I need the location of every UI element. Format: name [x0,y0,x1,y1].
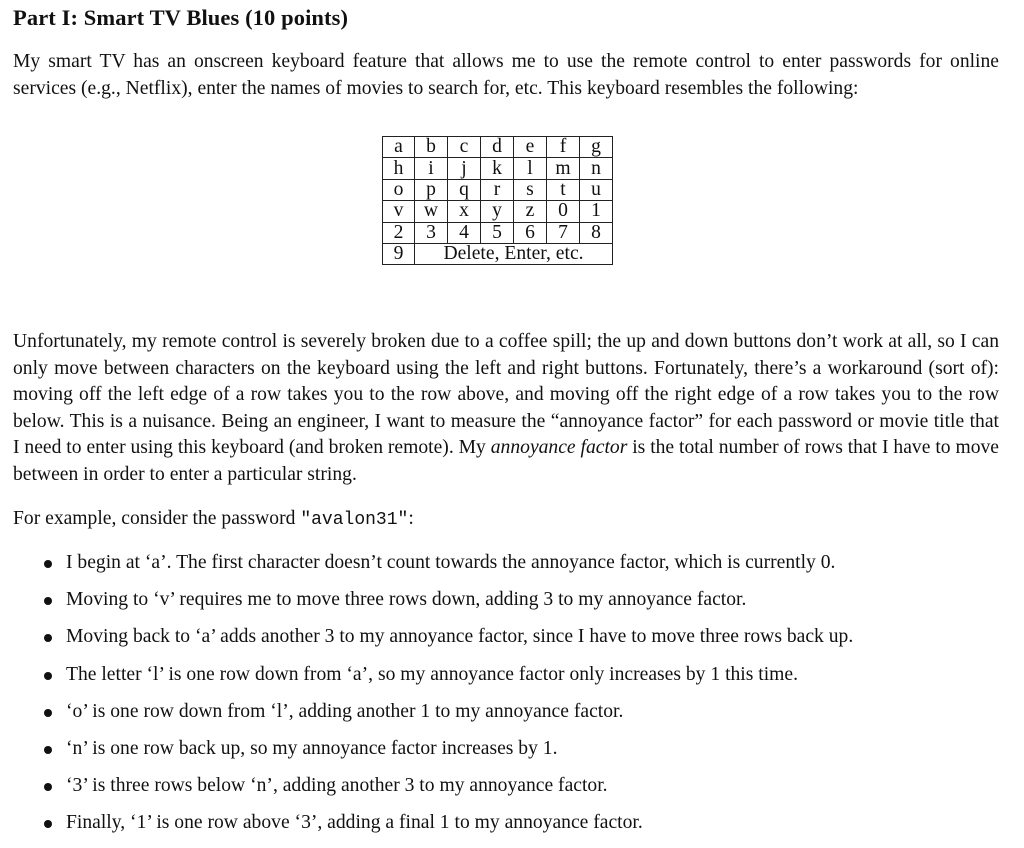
list-item [13,550,853,587]
bullet-icon [44,783,52,791]
key-cell: 6 [514,222,547,243]
list-item-text: ‘n’ is one row back up, so my annoyance factor increases by 1. [66,737,558,759]
example-intro [13,506,999,534]
section-heading: Part I: Smart TV Blues (10 points) [13,5,349,30]
bullet-icon [44,746,52,754]
key-cell: t [547,179,580,200]
para2-text: Unfortunately, my remote control is severely broken due to a coffee spill; the up and down buttons don’t work at all, so I can only move between characters on the keyboard using the left and right buttons. Fortunately, there’s a workaround (sort of): moving off the left edge of a row takes you to the row above, and moving off the right edge of a row takes you to the row below. This is a nuisance. Being an engineer, I want to measure the “annoyance factor” for each password or movie title that I need to enter using this keyboard (and broken remote). My [13,331,999,458]
key-cell: k [481,158,514,179]
key-cell: b [415,137,448,158]
key-cell: h [383,158,415,179]
list-item [13,810,853,847]
key-cell: q [448,179,481,200]
key-cell: j [448,158,481,179]
list-item-text: Finally, ‘1’ is one row above ‘3’, adding a final 1 to my annoyance factor. [66,812,643,834]
list-item-text: I begin at ‘a’. The first character doesn’t count towards the annoyance factor, which is currently 0. [66,552,836,573]
list-item [13,662,853,699]
list-item-text: Moving to ‘v’ requires me to move three rows down, adding 3 to my annoyance factor. [66,589,747,611]
key-cell: m [547,158,580,179]
list-item [13,587,853,624]
list-item [13,736,853,773]
list-item-text: ‘3’ is three rows below ‘n’, adding another 3 to my annoyance factor. [66,775,608,797]
key-cell: n [580,158,613,179]
list-item-text: The letter ‘l’ is one row down from ‘a’, so my annoyance factor only increases by 1 this time. [66,663,799,685]
key-cell: 7 [547,222,580,243]
keyboard-table [382,136,613,265]
intro-paragraph: My smart TV has an onscreen keyboard feature that allows me to use the remote control to enter passwords for online services (e.g., Netflix), enter the names of movies to search for, etc. This keyboard resembles the following: [13,51,999,99]
keyboard-row [383,179,613,200]
keyboard-row [383,137,613,158]
list-item [13,699,853,736]
key-cell: v [383,201,415,222]
key-cell: u [580,179,613,200]
para2-text-end: is the total number of rows that I have to move between in order to enter a particular string. [13,437,999,485]
key-cell: 3 [415,222,448,243]
bullet-icon [44,634,52,642]
list-item-text: Moving back to ‘a’ adds another 3 to my annoyance factor, since I have to move three rows back up. [66,626,854,648]
example-suffix: : [408,508,414,529]
special-keys-cell: Delete, Enter, etc. [415,243,613,264]
key-cell: 2 [383,222,415,243]
key-cell: c [448,137,481,158]
key-cell: o [383,179,415,200]
key-cell: z [514,201,547,222]
key-cell: f [547,137,580,158]
list-item [13,773,853,810]
list-item-text: ‘o’ is one row down from ‘l’, adding another 1 to my annoyance factor. [66,700,624,722]
key-cell: r [481,179,514,200]
key-cell: 9 [383,243,415,264]
keyboard-row [383,201,613,222]
keyboard-row [383,243,613,264]
key-cell: g [580,137,613,158]
key-cell: a [383,137,415,158]
broken-remote-paragraph [13,329,999,488]
key-cell: x [448,201,481,222]
key-cell: 5 [481,222,514,243]
key-cell: s [514,179,547,200]
bullet-icon [44,560,52,568]
keyboard-figure [382,136,613,265]
bullet-icon [44,709,52,717]
key-cell: 0 [547,201,580,222]
key-cell: l [514,158,547,179]
key-cell: 1 [580,201,613,222]
key-cell: e [514,137,547,158]
key-cell: p [415,179,448,200]
keyboard-row [383,222,613,243]
keyboard-row [383,158,613,179]
key-cell: d [481,137,514,158]
example-steps-list [13,550,853,848]
key-cell: 8 [580,222,613,243]
key-cell: i [415,158,448,179]
example-password: "avalon31" [300,510,409,530]
bullet-icon [44,820,52,828]
bullet-icon [44,672,52,680]
key-cell: y [481,201,514,222]
bullet-icon [44,597,52,605]
annoyance-factor-term: annoyance factor [490,437,628,458]
example-prefix: For example, consider the password [13,508,301,529]
key-cell: 4 [448,222,481,243]
key-cell: w [415,201,448,222]
list-item [13,624,853,661]
